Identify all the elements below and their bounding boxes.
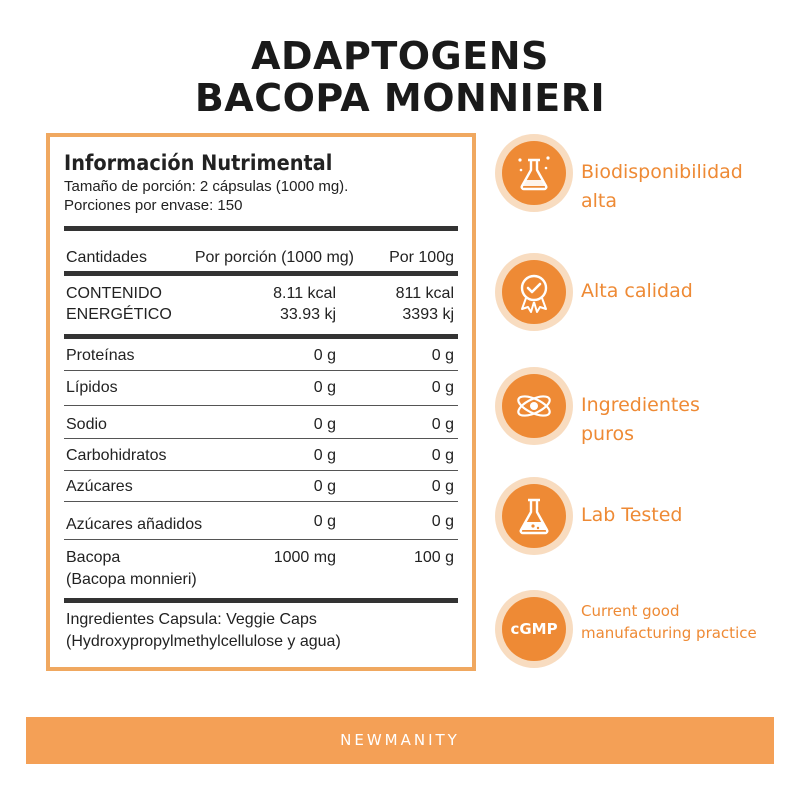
- nutrient-per-serving: 0 g: [313, 347, 336, 364]
- feature-circle: [495, 590, 573, 668]
- feature-label: [581, 391, 700, 449]
- nutrient-per-100g: 0 g: [431, 447, 454, 464]
- feature-bioavailability: [495, 134, 795, 214]
- feature-label: [581, 158, 743, 216]
- divider-thick: [64, 598, 458, 603]
- nutrient-per-100g: 0 g: [431, 478, 454, 495]
- nutrient-name: Azúcares añadidos: [66, 516, 203, 533]
- divider-thin: [64, 539, 458, 540]
- divider-thick: [64, 271, 458, 276]
- nutrient-per-100g: 0 g: [431, 513, 454, 530]
- energy-label-1: CONTENIDO: [66, 285, 162, 302]
- feature-cgmp: [495, 590, 795, 670]
- feature-label-line1: Alta calidad: [581, 280, 693, 302]
- nutrient-name: Sodio: [66, 416, 107, 433]
- header-per-serving: Por porción (1000 mg): [194, 249, 354, 266]
- nutrient-per-100g: 0 g: [431, 379, 454, 396]
- feature-label-line2: puros: [581, 423, 635, 445]
- divider-thin: [64, 470, 458, 471]
- divider-thick: [64, 226, 458, 231]
- nutrient-per-serving: 0 g: [313, 478, 336, 495]
- feature-label-line1: Ingredientes: [581, 394, 700, 416]
- feature-circle: [495, 367, 573, 445]
- energy-per-serving-kj: 33.93 kj: [279, 306, 336, 323]
- feature-circle: [495, 134, 573, 212]
- bacopa-per-serving: 1000 mg: [273, 549, 336, 566]
- product-title-line1: ADAPTOGENS: [251, 34, 549, 78]
- cgmp-icon: cGMP: [510, 620, 558, 638]
- feature-label: [581, 501, 683, 530]
- bacopa-name: Bacopa: [66, 549, 121, 566]
- flask-sparkle-icon: [511, 150, 557, 196]
- ingredients-line2: (Hydroxypropylmethylcellulose y agua): [66, 633, 341, 650]
- nutrient-per-serving: 0 g: [313, 416, 336, 433]
- divider-thin: [64, 501, 458, 502]
- bacopa-latin-name: (Bacopa monnieri): [66, 571, 197, 588]
- feature-label-line2: manufacturing practice: [581, 624, 757, 642]
- bacopa-per-100g: 100 g: [413, 549, 454, 566]
- servings-per-container: Porciones por envase: 150: [64, 197, 243, 214]
- feature-lab-tested: [495, 477, 795, 557]
- brand-logo: NEWMANITY: [340, 731, 460, 749]
- nutrition-facts-panel: [46, 133, 476, 671]
- feature-label-line1: Lab Tested: [581, 504, 683, 526]
- nutrient-per-serving: 0 g: [313, 447, 336, 464]
- nutrient-name: Carbohidratos: [66, 447, 167, 464]
- feature-label-line2: alta: [581, 190, 618, 212]
- energy-per-100g-kj: 3393 kj: [402, 306, 454, 323]
- footer-bar: [26, 717, 774, 764]
- energy-per-100g-kcal: 811 kcal: [395, 285, 454, 302]
- nutrient-per-100g: 0 g: [431, 416, 454, 433]
- feature-label: [581, 600, 757, 644]
- energy-per-serving-kcal: 8.11 kcal: [273, 285, 336, 302]
- molecule-icon: [511, 383, 557, 429]
- header-per-100g: Por 100g: [389, 249, 454, 266]
- divider-thin: [64, 370, 458, 371]
- feature-label-line1: Biodisponibilidad: [581, 161, 743, 183]
- product-title-line2: BACOPA MONNIERI: [194, 76, 606, 120]
- quality-badge-icon: [511, 269, 557, 315]
- feature-label: [581, 277, 693, 306]
- divider-thin: [64, 405, 458, 406]
- nutrient-name: Azúcares: [66, 478, 133, 495]
- nutrition-title: Información Nutrimental: [64, 151, 333, 175]
- energy-label-2: ENERGÉTICO: [66, 306, 172, 323]
- divider-thin: [64, 438, 458, 439]
- feature-circle: [495, 477, 573, 555]
- feature-pure-ingredients: [495, 367, 795, 447]
- nutrient-per-serving: 0 g: [313, 513, 336, 530]
- header-quantity: Cantidades: [66, 249, 147, 266]
- nutrient-per-100g: 0 g: [431, 347, 454, 364]
- ingredients-line1: Ingredientes Capsula: Veggie Caps: [66, 611, 317, 628]
- lab-flask-icon: [511, 493, 557, 539]
- nutrient-per-serving: 0 g: [313, 379, 336, 396]
- feature-label-line1: Current good: [581, 602, 680, 620]
- nutrient-name: Lípidos: [66, 379, 118, 396]
- feature-quality: [495, 253, 795, 333]
- divider-thick: [64, 334, 458, 339]
- serving-size: Tamaño de porción: 2 cápsulas (1000 mg).: [64, 178, 349, 195]
- nutrient-name: Proteínas: [66, 347, 135, 364]
- feature-circle: [495, 253, 573, 331]
